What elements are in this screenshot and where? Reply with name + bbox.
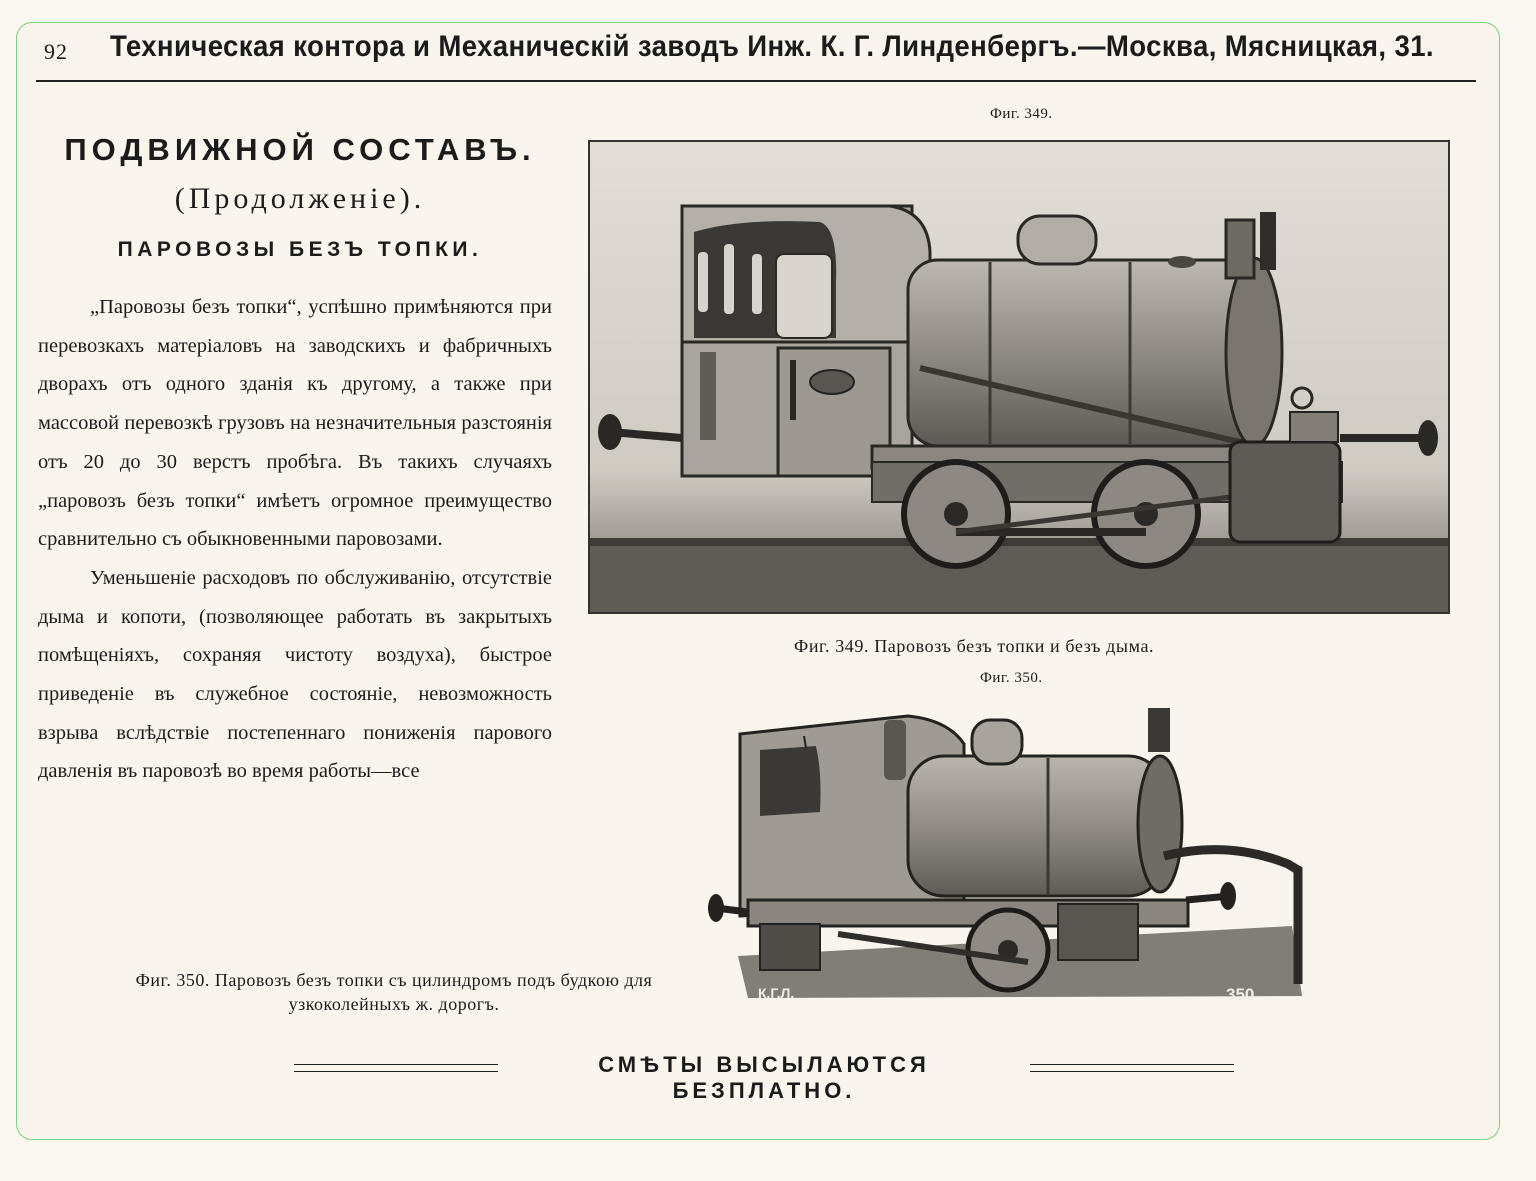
header-title: Техническая контора и Механическій заводъ Инж. К. Г. Линденбергъ.—Москва, Мясницкая, 31. xyxy=(110,30,1434,63)
paragraph: „Паровозы безъ топки“, успѣшно примѣняются при перевозкахъ матеріаловъ на заводскихъ и фабричныхъ дворахъ отъ одного зданія къ другому, а также при массовой перевозкѣ грузовъ на незначительныя разстоянія отъ 20 до 30 верстъ пробѣга. Въ такихъ случаяхъ „паровозъ безъ топки“ имѣетъ огромное преимущество сравнительно съ обыкновенными паровозами. xyxy=(38,296,552,551)
page-number: 92 xyxy=(44,39,68,64)
fig350-image xyxy=(708,694,1308,1006)
fig349-image xyxy=(588,140,1450,614)
fig350-label: Фиг. 350. xyxy=(980,670,1043,686)
section-subtitle: (Продолженіе). xyxy=(174,182,426,215)
fig349-caption: Фиг. 349. Паровозъ безъ топки и безъ дыма. xyxy=(794,636,1155,656)
section-heading: ПАРОВОЗЫ БЕЗЪ ТОПКИ. xyxy=(117,238,483,261)
locomotive-illustration-349 xyxy=(590,142,1448,612)
paragraph: Уменьшеніе расходовъ по обслуживанію, отсутствіе дыма и копоти, (позволяющее работать въ закрытыхъ помѣщеніяхъ, сохраняя чистоту воздуха), быстрое приведеніе въ служебное состояніе, невозможность взрыва вслѣдствіе постепеннаго пониженія парового давленія въ паровозѣ во время работы—все xyxy=(38,566,552,783)
fig349-label: Фиг. 349. xyxy=(990,106,1053,122)
body-text xyxy=(38,288,552,791)
fig350-plate-mark-right: 350 xyxy=(1226,985,1255,1004)
header-rule xyxy=(36,80,1476,82)
fig350-plate-mark-left: К.Г.Л. xyxy=(758,985,795,1001)
footer-rule-right xyxy=(1030,1064,1234,1072)
locomotive-illustration-350 xyxy=(708,694,1308,1006)
page-footer xyxy=(294,1052,1234,1103)
fig350-caption: Фиг. 350. Паровозъ безъ топки съ цилиндромъ подъ будкою для узкоколейныхъ ж. дорогъ. xyxy=(135,970,653,1014)
footer-rule-left xyxy=(294,1064,498,1072)
page-header xyxy=(40,26,1480,82)
section-title: ПОДВИЖНОЙ СОСТАВЪ. xyxy=(64,132,536,167)
footer-text: СМѢТЫ ВЫСЫЛАЮТСЯ БЕЗПЛАТНО. xyxy=(598,1052,930,1103)
